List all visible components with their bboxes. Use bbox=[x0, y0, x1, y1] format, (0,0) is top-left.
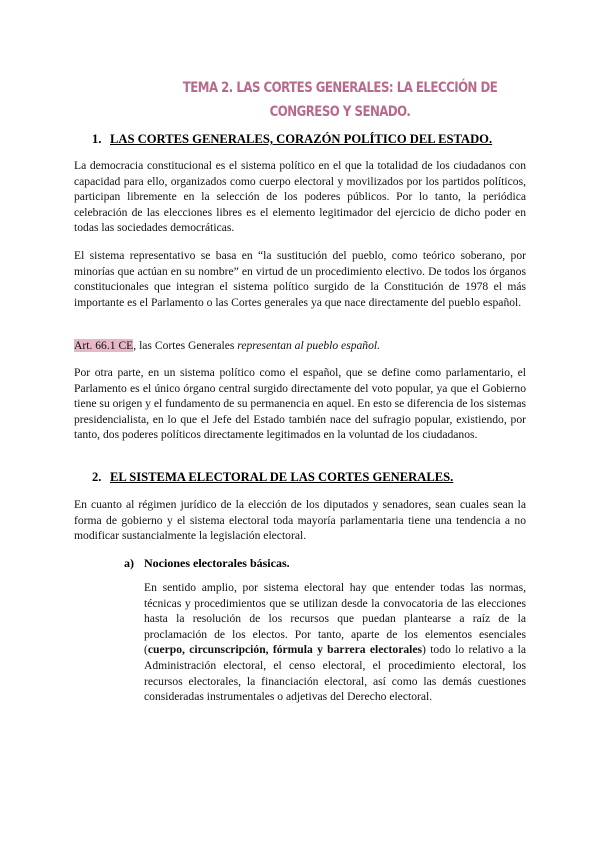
paragraph-3-italic: representan al pueblo español. bbox=[237, 339, 381, 352]
subsection-a-bold-terms: cuerpo, circunscripción, fórmula y barrera electorales bbox=[147, 643, 423, 657]
subsection-a-paragraph bbox=[144, 580, 526, 705]
section-2-number: 2. bbox=[92, 470, 102, 484]
section-1-number: 1. bbox=[92, 132, 102, 146]
section-2-heading bbox=[92, 470, 453, 485]
section-2-title: EL SISTEMA ELECTORAL DE LAS CORTES GENERALES. bbox=[110, 470, 454, 484]
section-1-paragraph-3 bbox=[74, 338, 526, 354]
subsection-a-title: Nociones electorales básicas. bbox=[144, 556, 290, 570]
page-title: TEMA 2. LAS CORTES GENERALES: LA ELECCIÓN DE CONGRESO Y SENADO. bbox=[182, 80, 498, 120]
subsection-a-label: a) bbox=[124, 556, 134, 570]
subsection-a-heading bbox=[124, 556, 290, 571]
section-1-paragraph-4: Por otra parte, en un sistema político como el español, que se define como parlamentario, el Parlamento es el único órgano central surgido directamente del voto popular, ya que el Gobierno tiene su origen y el fundamento de su permanencia en aquel. En esto se diferencia de los sistemas presidencialista, en lo que el Jefe del Estado también nace del sufragio popular, existiendo, por tanto, dos poderes políticos directamente legitimados en la voluntad de los ciudadanos. bbox=[74, 366, 527, 442]
paragraph-3-text: , las Cortes Generales bbox=[133, 339, 238, 352]
subsection-a-text-before: En sentido amplio, por sistema electoral hay que entender todas las normas, técnicas y procedimientos que se utilizan desde la convocatoria de las elecciones hasta la resolución de los recursos que puedan plantearse a raíz de la proclamación de los electos. Por tanto, aparte de los elementos esenciales ( bbox=[144, 581, 526, 657]
section-1-paragraph-1: La democracia constitucional es el sistema político en el que la totalidad de los ciudadanos con capacidad para ello, organizados como cuerpo electoral y movilizados por los partidos políticos, participan libremente en la selección de los poderes públicos. Por lo tanto, la periódica celebración de las elecciones libres es el elemento legitimador del ejercicio de dicho poder en todas las sociedades democráticas. bbox=[74, 159, 526, 235]
section-1-paragraph-2: El sistema representativo se basa en “la sustitución del pueblo, como teórico soberano, por minorías que actúan en su nombre” en virtud de un procedimiento electivo. De todos los órganos constitucionales que integran el sistema político surgido de la Constitución de 1978 el más importante es el Parlamento o las Cortes generales ya que nace directamente del pueblo español. bbox=[74, 249, 526, 309]
section-2-paragraph-1: En cuanto al régimen jurídico de la elección de los diputados y senadores, sean cuales sean la forma de gobierno y el sistema electoral toda mayoría parlamentaria tiene una tendencia a no modificar sustancialmente la legislación electoral. bbox=[74, 498, 526, 543]
subsection-a-text-after: ) todo lo relativo a la Administración electoral, el censo electoral, el procedimiento electoral, los recursos electorales, la financiación electoral, así como las demás cuestiones consideradas instrumentales o adjetivas del Derecho electoral. bbox=[144, 643, 526, 704]
article-reference-highlight: Art. 66.1 CE bbox=[74, 339, 134, 352]
section-1-title: LAS CORTES GENERALES, CORAZÓN POLÍTICO DEL ESTADO. bbox=[110, 132, 493, 146]
section-1-heading bbox=[92, 132, 492, 147]
